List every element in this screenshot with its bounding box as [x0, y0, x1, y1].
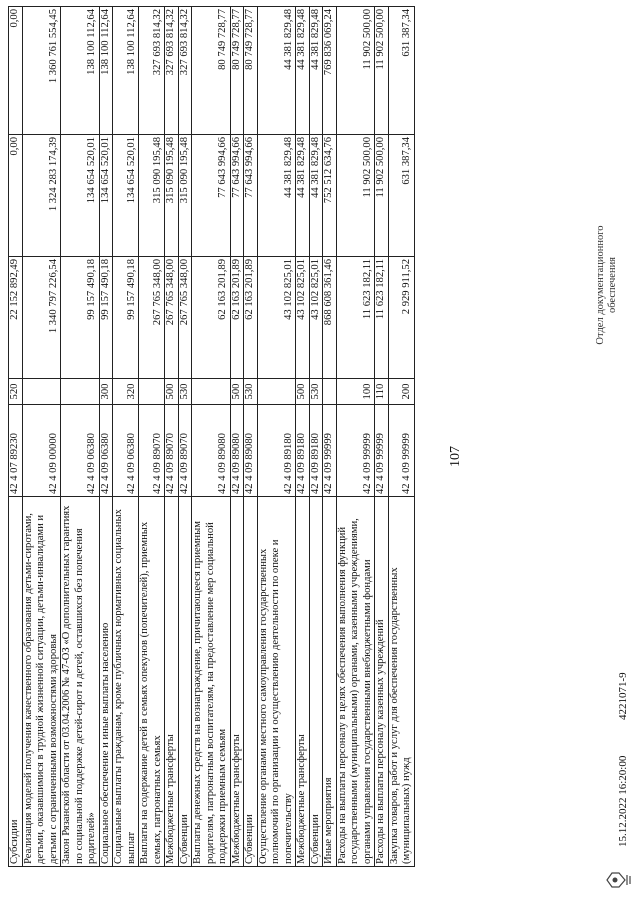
- row-vr: 520: [9, 379, 23, 405]
- row-vr: [257, 379, 296, 405]
- row-name: Закупка товаров, работ и услуг для обеспечения государственных (муниципальных) нужд: [388, 497, 414, 867]
- row-amount-1: 62 163 201,89: [192, 257, 231, 379]
- page-footer: [595, 5, 635, 895]
- row-amount-3: 138 100 112,64: [61, 7, 100, 135]
- row-amount-2: 315 090 195,48: [165, 135, 179, 257]
- row-amount-3: 80 749 728,77: [244, 7, 258, 135]
- row-name: Субсидии: [9, 497, 23, 867]
- row-code: 42 4 09 99999: [323, 405, 337, 497]
- row-amount-1: 267 765 348,00: [165, 257, 179, 379]
- row-name: Субвенции: [244, 497, 258, 867]
- row-amount-3: 11 902 500,00: [375, 7, 389, 135]
- row-name: Иные мероприятия: [323, 497, 337, 867]
- row-amount-2: 134 654 520,01: [61, 135, 100, 257]
- row-amount-2: 11 902 500,00: [336, 135, 375, 257]
- row-vr: [192, 379, 231, 405]
- row-amount-1: 43 102 825,01: [257, 257, 296, 379]
- row-name: Социальное обеспечение и иные выплаты населению: [99, 497, 113, 867]
- row-vr: [61, 379, 100, 405]
- table-row: [309, 7, 323, 867]
- table-row: [165, 7, 179, 867]
- row-amount-2: 44 381 829,48: [257, 135, 296, 257]
- row-amount-3: 80 749 728,77: [230, 7, 244, 135]
- table-row: [139, 7, 165, 867]
- row-code: 42 4 09 89180: [309, 405, 323, 497]
- row-code: 42 4 09 89180: [257, 405, 296, 497]
- row-amount-1: 11 623 182,11: [375, 257, 389, 379]
- row-vr: 320: [113, 379, 139, 405]
- row-amount-2: 44 381 829,48: [309, 135, 323, 257]
- row-code: 42 4 09 06380: [99, 405, 113, 497]
- row-amount-2: 0,00: [9, 135, 23, 257]
- row-amount-2: 315 090 195,48: [139, 135, 165, 257]
- row-code: 42 4 09 99999: [336, 405, 375, 497]
- row-code: 42 4 09 06380: [61, 405, 100, 497]
- row-vr: 530: [309, 379, 323, 405]
- row-amount-1: 267 765 348,00: [178, 257, 192, 379]
- row-amount-1: 22 152 892,49: [9, 257, 23, 379]
- row-vr: [22, 379, 61, 405]
- table-row: [9, 7, 23, 867]
- row-amount-3: 138 100 112,64: [113, 7, 139, 135]
- row-amount-2: 315 090 195,48: [178, 135, 192, 257]
- row-name: Осуществление органами местного самоуправления государственных полномочий по организации и осуществлению деятельности по опеке и попечительству: [257, 497, 296, 867]
- row-vr: [323, 379, 337, 405]
- row-name: Расходы на выплаты персоналу казенных учреждений: [375, 497, 389, 867]
- row-amount-3: 44 381 829,48: [309, 7, 323, 135]
- table-body: [9, 7, 415, 867]
- page-number: 107: [448, 446, 463, 467]
- row-name: Расходы на выплаты персоналу в целях обеспечения выполнения функций государственными (муниципальными) органами, казенными учреждениями, органами управления государственными внебюджетными фондами: [336, 497, 375, 867]
- table-row: [192, 7, 231, 867]
- row-vr: 500: [165, 379, 179, 405]
- row-code: 42 4 09 00000: [22, 405, 61, 497]
- row-amount-1: 43 102 825,01: [309, 257, 323, 379]
- row-amount-1: 99 157 490,18: [61, 257, 100, 379]
- row-amount-2: 44 381 829,48: [296, 135, 310, 257]
- row-name: Субвенции: [309, 497, 323, 867]
- footer-reg-number: 4221071-9: [617, 672, 629, 720]
- table-row: [113, 7, 139, 867]
- row-code: 42 4 09 99999: [375, 405, 389, 497]
- row-vr: 530: [244, 379, 258, 405]
- row-amount-1: 62 163 201,89: [244, 257, 258, 379]
- budget-table: [8, 6, 415, 867]
- row-amount-3: 631 387,34: [388, 7, 414, 135]
- row-code: 42 4 09 89070: [178, 405, 192, 497]
- footer-department: Отдел документационного обеспечения: [595, 225, 618, 345]
- row-name: Субвенции: [178, 497, 192, 867]
- row-vr: 500: [296, 379, 310, 405]
- row-vr: 100: [336, 379, 375, 405]
- table-row: [22, 7, 61, 867]
- table-row: [99, 7, 113, 867]
- row-code: 42 4 07 89230: [9, 405, 23, 497]
- table-row: [61, 7, 100, 867]
- row-code: 42 4 09 99999: [388, 405, 414, 497]
- row-vr: 500: [230, 379, 244, 405]
- row-amount-1: 1 340 797 226,54: [22, 257, 61, 379]
- row-amount-2: 77 643 994,66: [192, 135, 231, 257]
- row-vr: 530: [178, 379, 192, 405]
- table-row: [178, 7, 192, 867]
- row-amount-3: 138 100 112,64: [99, 7, 113, 135]
- row-amount-3: 327 693 814,32: [165, 7, 179, 135]
- row-amount-3: 327 693 814,32: [178, 7, 192, 135]
- row-vr: [139, 379, 165, 405]
- row-amount-3: 11 902 500,00: [336, 7, 375, 135]
- footer-date: 15.12.2022 16:20:00: [617, 755, 629, 847]
- row-code: 42 4 09 89080: [230, 405, 244, 497]
- row-amount-2: 1 324 283 174,39: [22, 135, 61, 257]
- row-vr: 200: [388, 379, 414, 405]
- table-row: [296, 7, 310, 867]
- table-row: [375, 7, 389, 867]
- row-code: 42 4 09 89070: [139, 405, 165, 497]
- row-name: Выплаты денежных средств на вознаграждение, причитающееся приемным родителям, патронатным воспитателям, на предоставление мер социальной поддержки приемным семьям: [192, 497, 231, 867]
- row-amount-3: 80 749 728,77: [192, 7, 231, 135]
- emblem-icon: [605, 869, 633, 891]
- row-code: 42 4 09 89070: [165, 405, 179, 497]
- row-amount-3: 1 360 761 554,45: [22, 7, 61, 135]
- row-name: Реализация моделей получения качественного образования детьми-сиротами, детьми, оказавшимися в трудной жизненной ситуации, детьми-инвалидами и детьми с ограниченными возможностями здоровья: [22, 497, 61, 867]
- row-amount-3: 769 836 069,24: [323, 7, 337, 135]
- row-name: Межбюджетные трансферты: [296, 497, 310, 867]
- row-code: 42 4 09 89180: [296, 405, 310, 497]
- row-vr: 110: [375, 379, 389, 405]
- table-row: [323, 7, 337, 867]
- table-row: [244, 7, 258, 867]
- row-name: Межбюджетные трансферты: [165, 497, 179, 867]
- table-row: [230, 7, 244, 867]
- row-amount-1: 2 929 911,52: [388, 257, 414, 379]
- table-row: [336, 7, 375, 867]
- row-name: Закон Рязанской области от 03.04.2006 № 47-ОЗ «О дополнительных гарантиях по социальной поддержке детей-сирот и детей, оставшихся без попечения родителей»: [61, 497, 100, 867]
- row-amount-2: 752 512 634,76: [323, 135, 337, 257]
- row-amount-1: 11 623 182,11: [336, 257, 375, 379]
- row-amount-1: 267 765 348,00: [139, 257, 165, 379]
- row-amount-3: 44 381 829,48: [257, 7, 296, 135]
- row-amount-2: 134 654 520,01: [113, 135, 139, 257]
- row-code: 42 4 09 89080: [192, 405, 231, 497]
- row-amount-2: 631 387,34: [388, 135, 414, 257]
- row-amount-3: 327 693 814,32: [139, 7, 165, 135]
- row-amount-2: 77 643 994,66: [230, 135, 244, 257]
- row-amount-3: 0,00: [9, 7, 23, 135]
- row-amount-2: 77 643 994,66: [244, 135, 258, 257]
- row-name: Выплаты на содержание детей в семьях опекунов (попечителей), приемных семьях, патронатных семьях: [139, 497, 165, 867]
- row-amount-1: 43 102 825,01: [296, 257, 310, 379]
- row-code: 42 4 09 89080: [244, 405, 258, 497]
- row-amount-3: 44 381 829,48: [296, 7, 310, 135]
- table-row: [388, 7, 414, 867]
- table-row: [257, 7, 296, 867]
- row-vr: 300: [99, 379, 113, 405]
- row-amount-1: 868 608 361,46: [323, 257, 337, 379]
- row-amount-1: 99 157 490,18: [113, 257, 139, 379]
- row-name: Межбюджетные трансферты: [230, 497, 244, 867]
- row-amount-1: 62 163 201,89: [230, 257, 244, 379]
- row-code: 42 4 09 06380: [113, 405, 139, 497]
- row-amount-2: 11 902 500,00: [375, 135, 389, 257]
- row-name: Социальные выплаты гражданам, кроме публичных нормативных социальных выплат: [113, 497, 139, 867]
- row-amount-2: 134 654 520,01: [99, 135, 113, 257]
- row-amount-1: 99 157 490,18: [99, 257, 113, 379]
